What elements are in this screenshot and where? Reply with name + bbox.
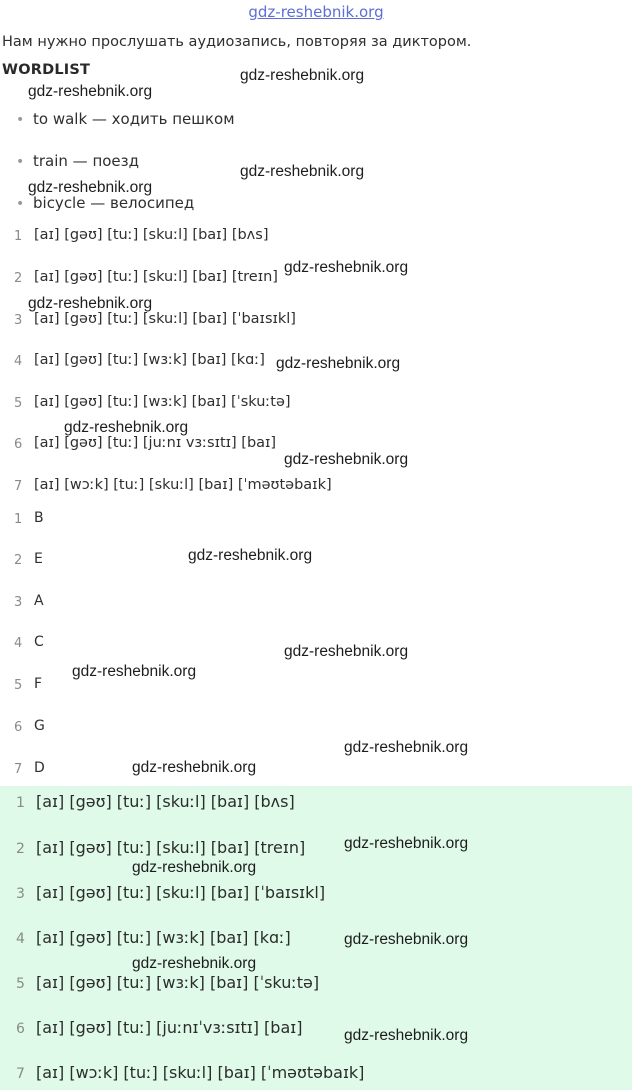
- watermark: gdz-reshebnik.org: [28, 295, 153, 312]
- bullet-icon: •: [16, 196, 25, 212]
- watermark: gdz-reshebnik.org: [132, 955, 257, 972]
- green-transcription-row: [aɪ] [gəʊ] [tuː] [wɜːk] [baɪ] [ˈskuːtə]: [36, 973, 320, 992]
- wordlist-item: bicycle — велосипед: [33, 194, 195, 212]
- watermark: gdz-reshebnik.org: [132, 759, 257, 776]
- answer-letter: A: [34, 593, 44, 609]
- watermark: gdz-reshebnik.org: [344, 835, 469, 852]
- watermark: gdz-reshebnik.org: [240, 67, 365, 84]
- watermark: gdz-reshebnik.org: [344, 739, 469, 756]
- header-watermark-link[interactable]: gdz-reshebnik.org: [248, 3, 384, 21]
- answer-number: 5: [14, 678, 23, 693]
- answer-number: 7: [14, 762, 23, 777]
- answer-letter: D: [34, 760, 45, 776]
- transcription-row: [aɪ] [gəʊ] [tuː] [wɜːk] [baɪ] [kɑː]: [34, 352, 265, 368]
- green-row-number: 1: [16, 795, 25, 811]
- watermark: gdz-reshebnik.org: [344, 931, 469, 948]
- row-number: 7: [14, 479, 23, 494]
- row-number: 5: [14, 396, 23, 411]
- answer-number: 2: [14, 553, 23, 568]
- row-number: 3: [14, 313, 23, 328]
- answer-number: 6: [14, 720, 23, 735]
- transcription-row: [aɪ] [wɔːk] [tuː] [skuːl] [baɪ] [ˈməʊtəbaɪk]: [34, 477, 332, 493]
- transcription-row: [aɪ] [gəʊ] [tuː] [juːnɪ vɜːsɪtɪ] [baɪ]: [34, 435, 277, 451]
- transcription-row: [aɪ] [gəʊ] [tuː] [skuːl] [baɪ] [ˈbaɪsɪkl]: [34, 311, 296, 327]
- green-row-number: 4: [16, 931, 25, 947]
- answer-number: 1: [14, 512, 23, 527]
- green-transcription-row: [aɪ] [gəʊ] [tuː] [skuːl] [baɪ] [ˈbaɪsɪkl]: [36, 883, 326, 902]
- watermark: gdz-reshebnik.org: [28, 179, 153, 196]
- watermark: gdz-reshebnik.org: [284, 259, 409, 276]
- watermark: gdz-reshebnik.org: [132, 859, 257, 876]
- row-number: 1: [14, 229, 23, 244]
- row-number: 6: [14, 437, 23, 452]
- wordlist-item: to walk — ходить пешком: [33, 110, 235, 128]
- watermark: gdz-reshebnik.org: [240, 163, 365, 180]
- watermark: gdz-reshebnik.org: [28, 83, 153, 100]
- watermark: gdz-reshebnik.org: [276, 355, 401, 372]
- green-row-number: 7: [16, 1066, 25, 1082]
- bullet-icon: •: [16, 112, 25, 128]
- transcription-row: [aɪ] [gəʊ] [tuː] [skuːl] [baɪ] [treɪn]: [34, 269, 278, 285]
- green-row-number: 2: [16, 841, 25, 857]
- answer-letter: B: [34, 510, 44, 526]
- answer-letter: C: [34, 634, 44, 650]
- wordlist-title: WORDLIST: [2, 62, 91, 78]
- answer-letter: G: [34, 718, 45, 734]
- row-number: 4: [14, 354, 23, 369]
- transcription-row: [aɪ] [gəʊ] [tuː] [wɜːk] [baɪ] [ˈskuːtə]: [34, 394, 291, 410]
- green-row-number: 5: [16, 976, 25, 992]
- answer-letter: F: [34, 676, 43, 692]
- watermark: gdz-reshebnik.org: [64, 419, 189, 436]
- green-transcription-row: [aɪ] [gəʊ] [tuː] [skuːl] [baɪ] [treɪn]: [36, 838, 306, 857]
- answer-number: 3: [14, 595, 23, 610]
- watermark: gdz-reshebnik.org: [284, 451, 409, 468]
- green-row-number: 6: [16, 1021, 25, 1037]
- answer-letter: E: [34, 551, 43, 567]
- wordlist-item: train — поезд: [33, 152, 140, 170]
- watermark: gdz-reshebnik.org: [72, 663, 197, 680]
- green-transcription-row: [aɪ] [wɔːk] [tuː] [skuːl] [baɪ] [ˈməʊtəbaɪk]: [36, 1063, 365, 1082]
- green-transcription-row: [aɪ] [gəʊ] [tuː] [wɜːk] [baɪ] [kɑː]: [36, 928, 291, 947]
- green-transcription-row: [aɪ] [gəʊ] [tuː] [skuːl] [baɪ] [bʌs]: [36, 792, 295, 811]
- intro-text: Нам нужно прослушать аудиозапись, повторяя за диктором.: [2, 34, 472, 50]
- transcription-row: [aɪ] [gəʊ] [tuː] [skuːl] [baɪ] [bʌs]: [34, 227, 269, 243]
- bullet-icon: •: [16, 154, 25, 170]
- answer-number: 4: [14, 636, 23, 651]
- watermark: gdz-reshebnik.org: [344, 1027, 469, 1044]
- green-transcription-row: [aɪ] [gəʊ] [tuː] [juːnɪˈvɜːsɪtɪ] [baɪ]: [36, 1018, 303, 1037]
- watermark: gdz-reshebnik.org: [188, 547, 313, 564]
- watermark: gdz-reshebnik.org: [284, 643, 409, 660]
- row-number: 2: [14, 271, 23, 286]
- green-row-number: 3: [16, 886, 25, 902]
